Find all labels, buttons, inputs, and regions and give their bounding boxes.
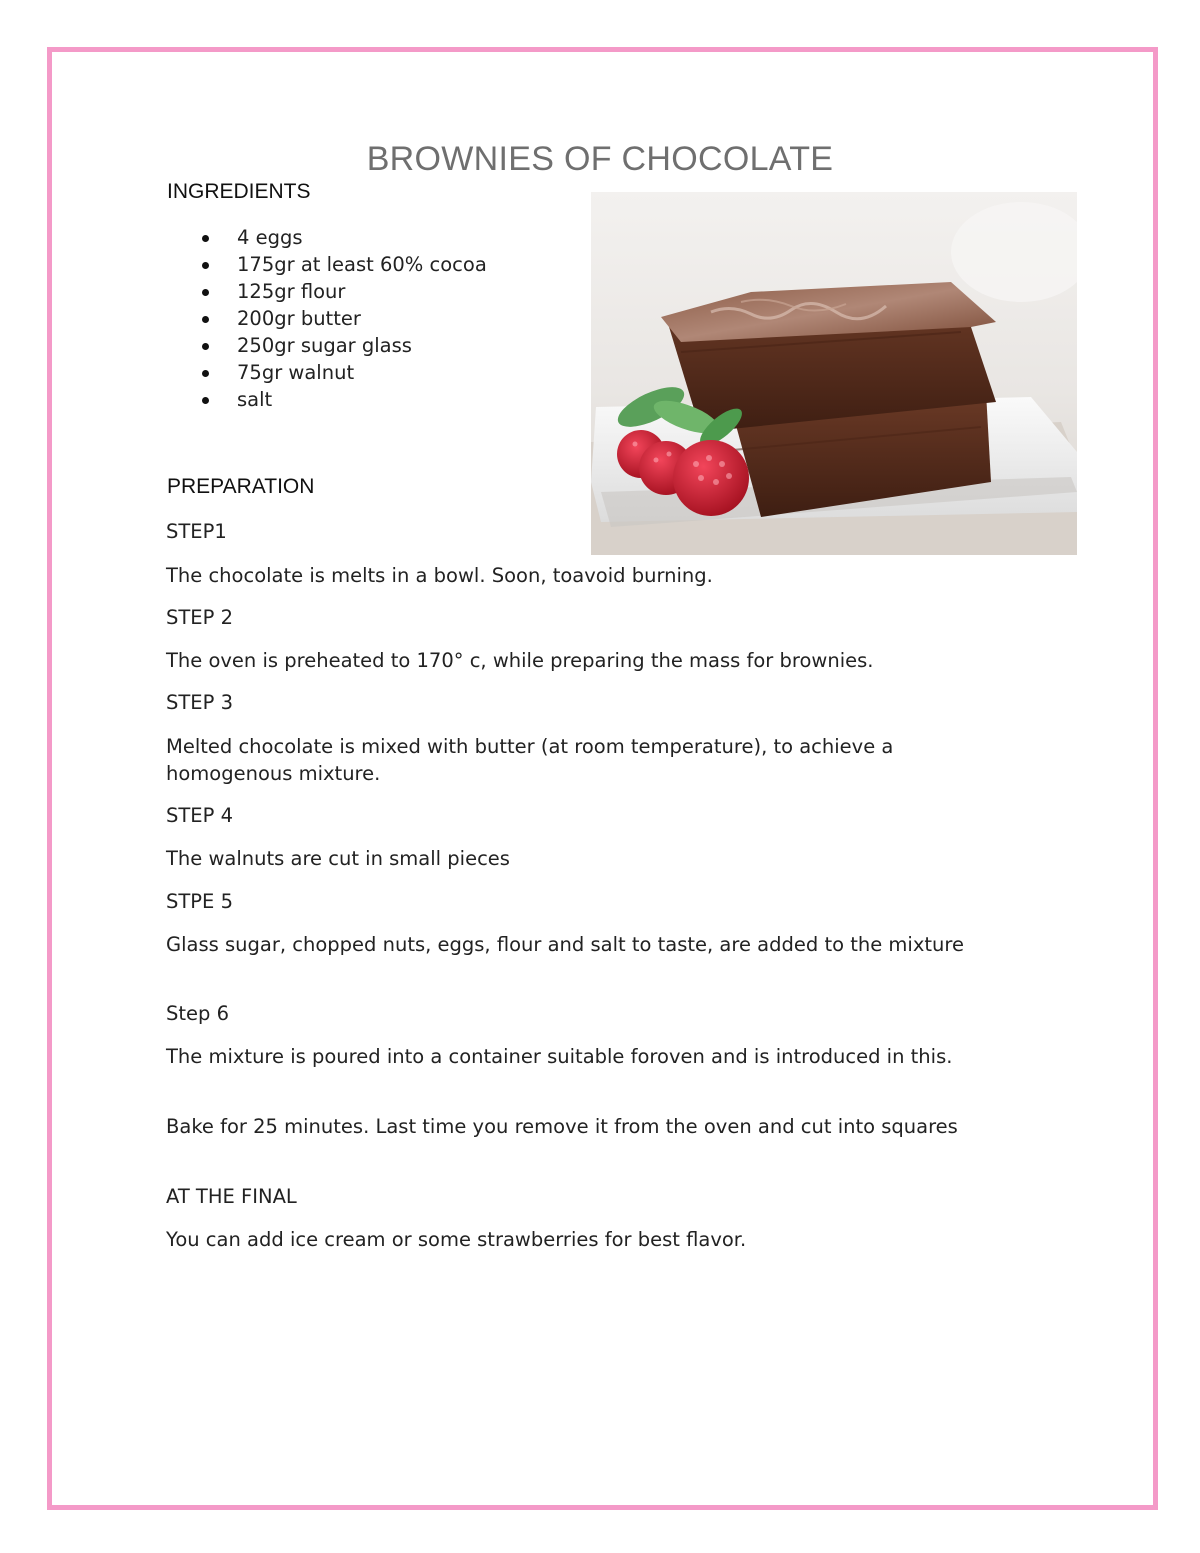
step4-label: STEP 4 [166,804,233,827]
list-item: salt [167,386,487,413]
step2-text: The oven is preheated to 170° c, while preparing the mass for brownies. [166,649,874,672]
step1-text: The chocolate is melts in a bowl. Soon, toavoid burning. [166,564,713,587]
preparation-heading: PREPARATION [167,475,315,498]
list-item: 75gr walnut [167,359,487,386]
final-label: AT THE FINAL [166,1185,297,1208]
bullet-icon [202,262,209,269]
list-item: 250gr sugar glass [167,332,487,359]
bullet-icon [202,316,209,323]
step3-text: Melted chocolate is mixed with butter (at room temperature), to achieve a homogenous mixture. [166,735,894,785]
list-item: 4 eggs [167,224,487,251]
step4-text: The walnuts are cut in small pieces [166,847,510,870]
step6-label: Step 6 [166,1002,230,1025]
bullet-icon [202,370,209,377]
bake-text: Bake for 25 minutes. Last time you remove it from the oven and cut into squares [166,1115,958,1138]
step6-text: The mixture is poured into a container suitable foroven and is introduced in this. [166,1045,953,1068]
bullet-icon [202,397,209,404]
step2-label: STEP 2 [166,606,233,629]
list-item: 125gr flour [167,278,487,305]
bullet-icon [202,235,209,242]
ingredients-list [167,224,487,413]
step5-label: STPE 5 [166,890,233,913]
list-item: 200gr butter [167,305,487,332]
brownie-photo [591,192,1077,555]
final-text: You can add ice cream or some strawberries for best flavor. [166,1228,747,1251]
step3-label: STEP 3 [166,691,233,714]
step1-label: STEP1 [166,520,227,543]
page-title: BROWNIES OF CHOCOLATE [366,140,834,178]
list-item: 175gr at least 60% cocoa [167,251,487,278]
bullet-icon [202,289,209,296]
step5-text: Glass sugar, chopped nuts, eggs, flour and salt to taste, are added to the mixture [166,933,964,956]
ingredients-heading: INGREDIENTS [167,180,311,203]
bullet-icon [202,343,209,350]
